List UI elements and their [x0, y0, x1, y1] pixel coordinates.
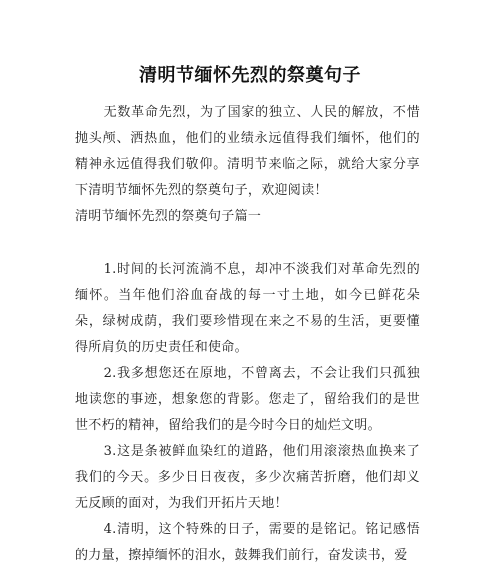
list-item: 1.时间的长河流淌不息，却冲不淡我们对革命先烈的缅怀。当年他们浴血奋战的每一寸土地，如今已鲜花朵朵，绿树成荫，我们要珍惜现在来之不易的生活，更要懂得所肩负的历史责任和使命。: [75, 262, 420, 355]
intro-block: [75, 100, 420, 230]
section-heading: 清明节缅怀先烈的祭奠句子篇一: [75, 209, 262, 224]
items-block: [75, 257, 420, 569]
intro-paragraph: 无数革命先烈，为了国家的独立、人民的解放，不惜抛头颅、洒热血，他们的业绩永远值得我们缅怀，他们的精神永远值得我们敬仰。清明节来临之际，就给大家分享下清明节缅怀先烈的祭奠句子，欢迎阅读！: [75, 105, 420, 198]
list-item: 3.这是条被鲜血染红的道路，他们用滚滚热血换来了我们的今天。多少日日夜夜，多少次痛苦折磨，他们却义无反顾的面对，为我们开拓片天地！: [75, 444, 420, 511]
list-item: 4.清明，这个特殊的日子，需要的是铭记。铭记感悟的力量，擦掉缅怀的泪水，鼓舞我们前行，奋发读书，爱: [75, 522, 420, 563]
list-item: 2.我多想您还在原地，不曾离去，不会让我们只孤独地读您的事迹，想象您的背影。您走了，留给我们的是世世不朽的精神，留给我们的是今时今日的灿烂文明。: [75, 366, 420, 433]
document-title: 清明节缅怀先烈的祭奠句子: [139, 65, 361, 86]
